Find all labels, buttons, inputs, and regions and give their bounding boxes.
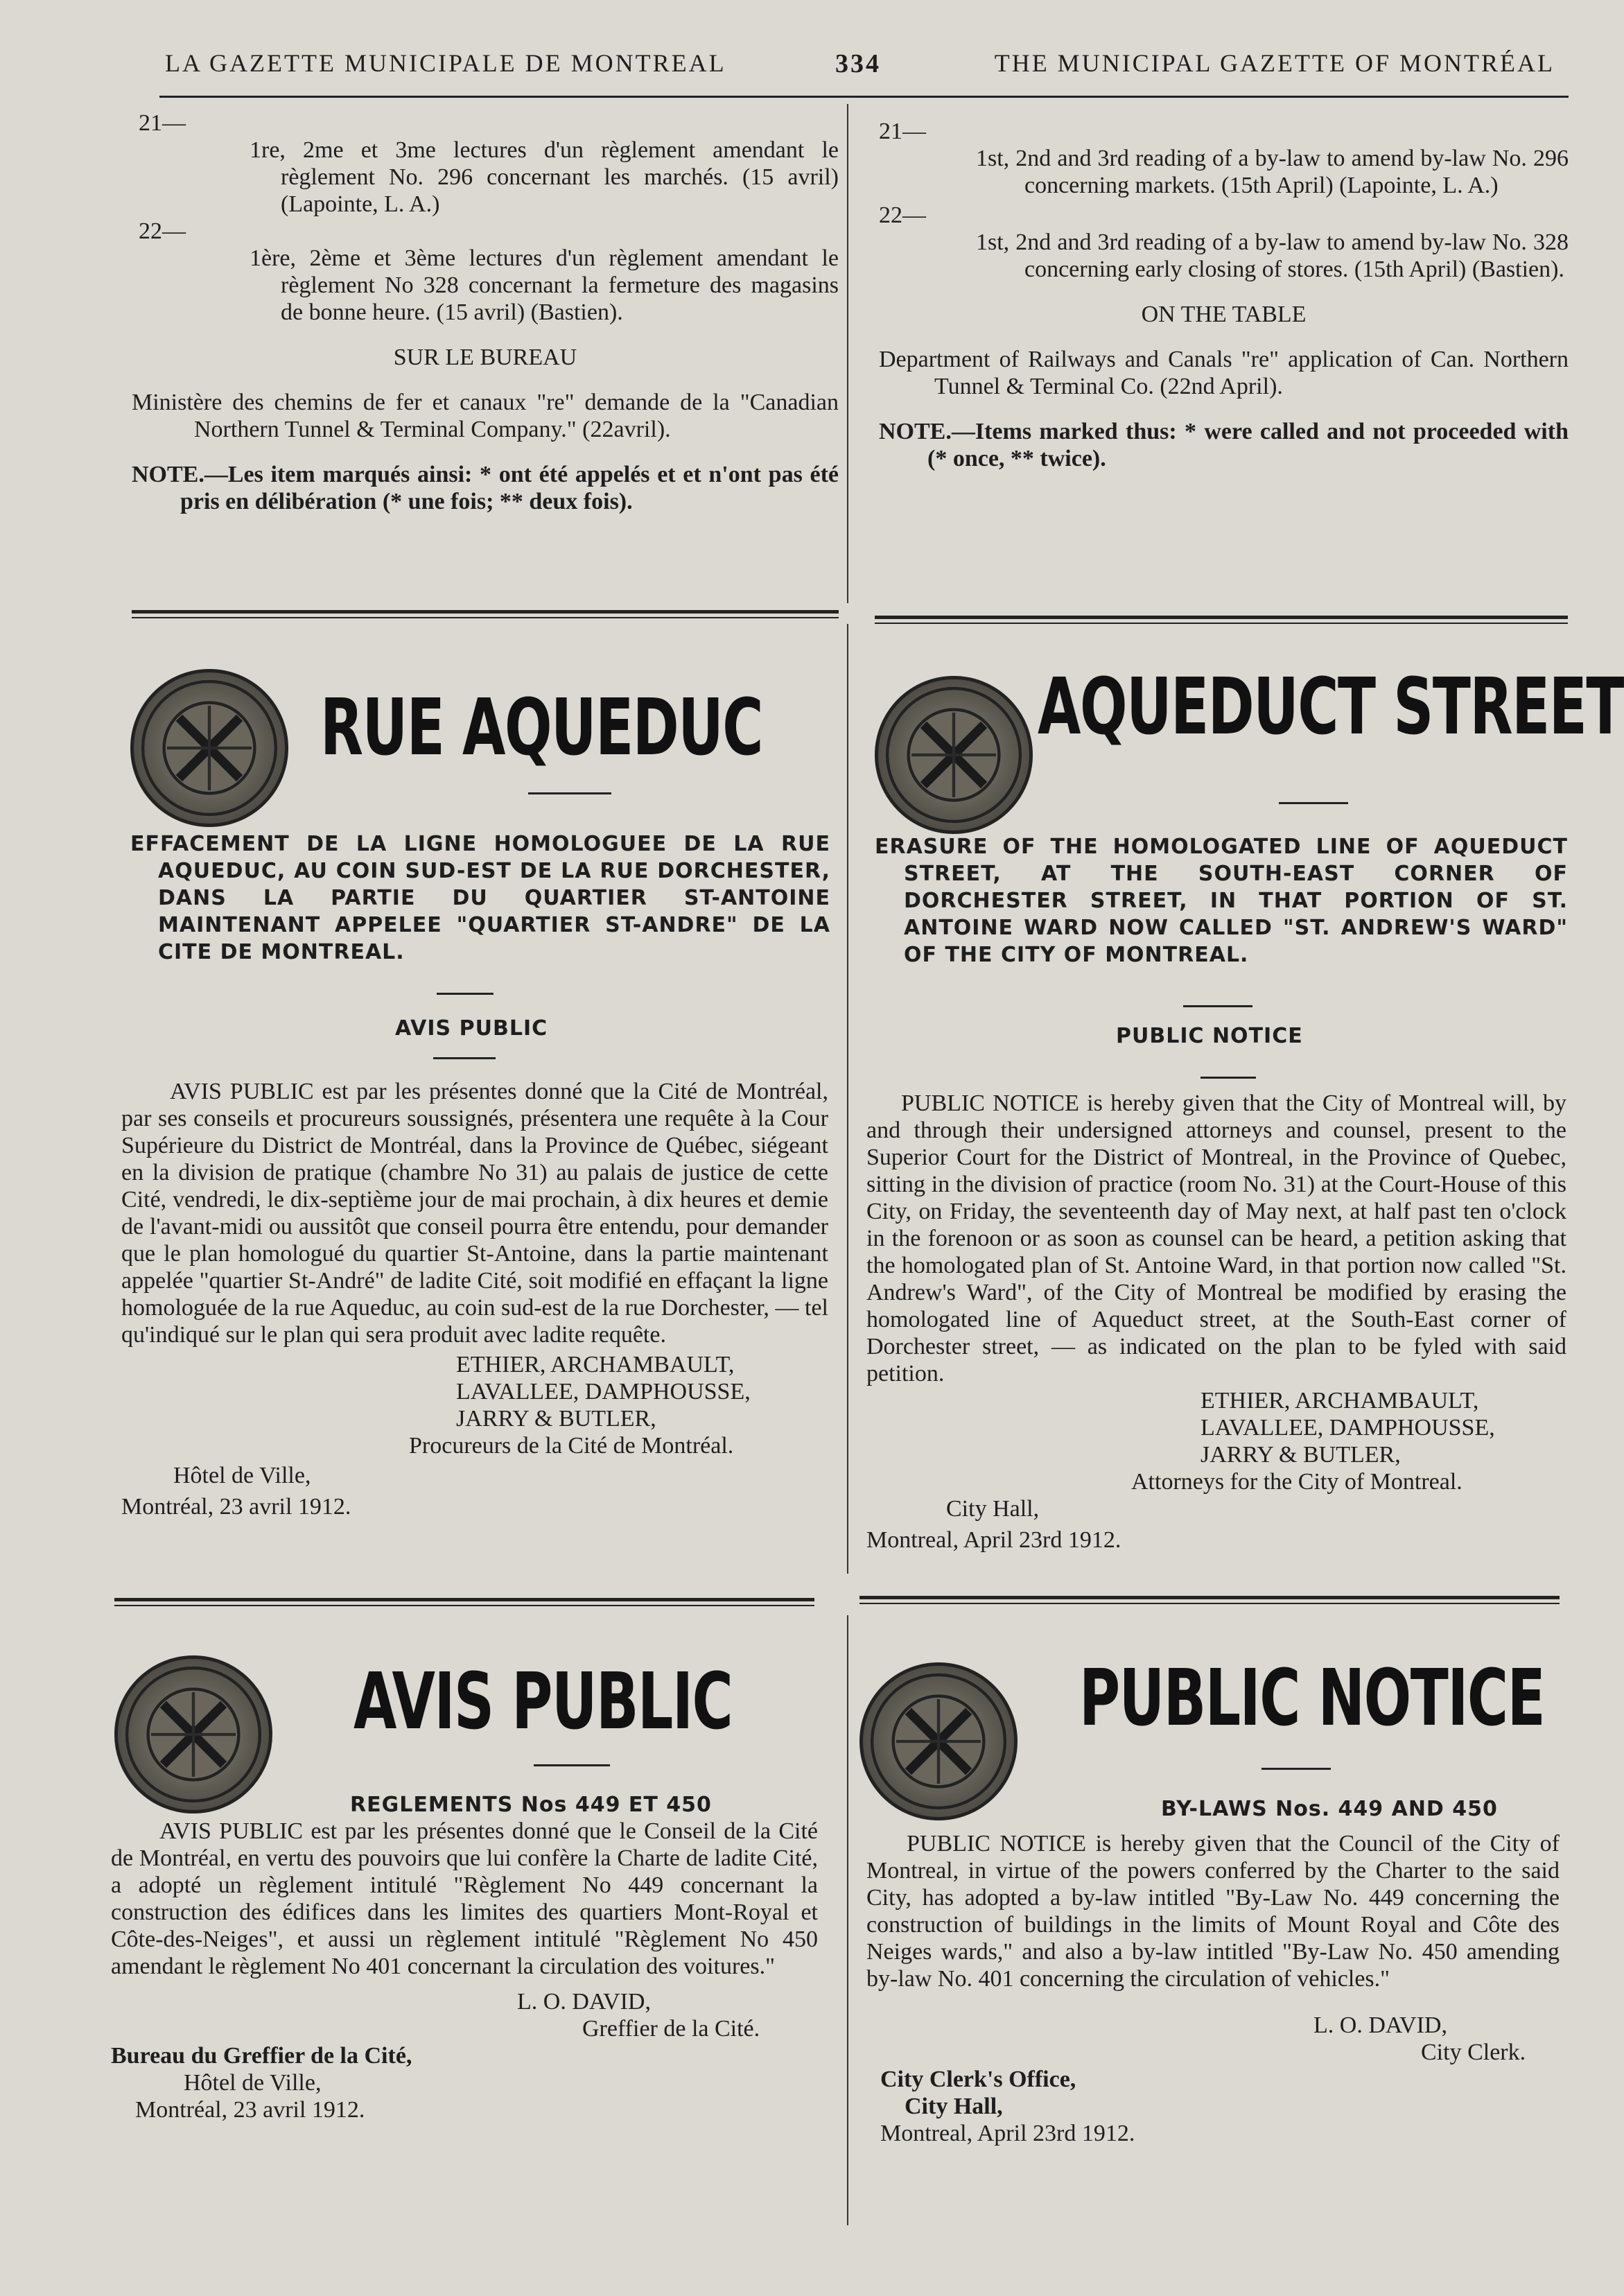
signature-line: JARRY & BUTLER, <box>1200 1442 1401 1468</box>
agenda-item-21: 1st, 2nd and 3rd reading of a by-law to amend by-law No. 296 concerning markets. (15th April) (Lapointe, L. A.) <box>976 146 1569 198</box>
short-rule <box>528 792 611 794</box>
notice-title: AVIS PUBLIC <box>353 1657 733 1747</box>
signature-line: JARRY & BUTLER, <box>456 1406 656 1432</box>
agenda-item-22: 1st, 2nd and 3rd reading of a by-law to amend by-law No. 328 concerning early closing of stores. (15th April) (Bastien). <box>976 229 1569 282</box>
on-table-item: Ministère des chemins de fer et canaux "re" demande de la "Canadian Northern Tunnel & Terminal Company." (22avril). <box>132 390 839 442</box>
signature-line: L. O. DAVID, <box>517 1989 651 2015</box>
section-rule <box>132 610 839 618</box>
signature-line: ETHIER, ARCHAMBAULT, <box>456 1352 735 1377</box>
office-line: City Clerk's Office, <box>880 2067 1076 2092</box>
notice-body-block <box>111 1818 818 2123</box>
agenda-note: NOTE.—Items marked thus: * were called and not proceeded with (* once, ** twice). <box>879 419 1569 471</box>
header-french-title: LA GAZETTE MUNICIPALE DE MONTREAL <box>165 49 726 77</box>
signature-line: LAVALLEE, DAMPHOUSSE, <box>1200 1415 1495 1441</box>
office-line: Bureau du Greffier de la Cité, <box>111 2043 412 2069</box>
signature-line: L. O. DAVID, <box>1313 2012 1447 2038</box>
signature-line: ETHIER, ARCHAMBAULT, <box>1200 1388 1479 1414</box>
french-agenda <box>132 110 839 515</box>
notice-title: PUBLIC NOTICE <box>1079 1653 1545 1743</box>
short-rule <box>433 1057 496 1059</box>
place-line: Hôtel de Ville, <box>184 2070 322 2096</box>
notice-title: AQUEDUCT STREET <box>1038 662 1623 752</box>
date-line: Montréal, 23 avril 1912. <box>135 2097 365 2123</box>
english-agenda <box>879 118 1569 472</box>
date-line: Montréal, 23 avril 1912. <box>121 1494 351 1520</box>
short-rule <box>1183 1005 1252 1007</box>
city-seal-icon <box>130 669 288 827</box>
column-divider <box>847 624 848 1574</box>
section-rule <box>114 1598 814 1606</box>
notice-body: PUBLIC NOTICE is hereby given that the City of Montreal will, by and through their undersigned attorneys and counsel, present to the Superior Court for the District of Montreal, in the Province of Quebec, sitting in the division of practice (room No. 31) at the Court-House of this City, on Friday, the seventeenth day of May next, at half past ten o'clock in the forenoon or as soon as counsel can be heard, a petition asking that the homologated plan of St. Antoine Ward, in that portion now called "St. Andrew's Ward", of the City of Montreal be modified by erasing the homologated line of Aqueduct street, at the South-East corner of Dorchester street, — as indicated on the plan to be fyled with said petition. <box>866 1090 1566 1386</box>
date-line: Montreal, April 23rd 1912. <box>880 2121 1135 2146</box>
place-line: City Hall, <box>905 2094 1003 2119</box>
place-line: Hôtel de Ville, <box>173 1463 311 1488</box>
item-number: 22— <box>879 202 926 228</box>
place-line: City Hall, <box>946 1496 1040 1522</box>
signature-line: LAVALLEE, DAMPHOUSSE, <box>456 1379 751 1404</box>
short-rule <box>1200 1077 1256 1079</box>
on-table-item: Department of Railways and Canals "re" application of Can. Northern Tunnel & Terminal Co. (22nd April). <box>879 347 1569 399</box>
short-rule <box>1279 802 1348 804</box>
short-rule <box>437 993 494 995</box>
signature-line: Greffier de la Cité. <box>582 2016 760 2042</box>
notice-body-block <box>121 1078 828 1520</box>
notice-title: RUE AQUEDUC <box>320 683 763 773</box>
notice-body-block <box>866 1830 1560 2147</box>
notice-body: PUBLIC NOTICE is hereby given that the Council of the City of Montreal, in virtue of the powers conferred by the Charter to the said City, has adopted a by-law intitled "By-Law No. 449 concerning the construction of buildings in the limits of Mount Royal and Côte des Neiges wards," and also a by-law intitled "By-Law No. 450 amending by-law No. 401 concerning the circulation of vehicles." <box>866 1831 1560 1992</box>
notice-subtitle <box>130 830 830 966</box>
item-number: 21— <box>139 110 186 136</box>
notice-subtitle-text: EFFACEMENT DE LA LIGNE HOMOLOGUEE DE LA RUE AQUEDUC, AU COIN SUD-EST DE LA RUE DORCHESTER, DANS LA PARTIE DU QUARTIER ST-ANTOINE MAINTENANT APPELEE "QUARTIER ST-ANDRE" DE LA CITE DE MONTREAL. <box>130 832 830 964</box>
signature-line: Procureurs de la Cité de Montréal. <box>409 1433 734 1459</box>
on-table-heading: SUR LE BUREAU <box>393 345 577 370</box>
notice-body: AVIS PUBLIC est par les présentes donné que le Conseil de la Cité de Montréal, en vertu des pouvoirs que lui confère la Charte de ladite Cité, a adopté un règlement intitulé "Règlement No 449 concernant la construction des édifices dans les limites des quartiers Mont-Royal et Côte-des-Neiges", et aussi un règlement intitulé "Règlement No 450 amendant le règlement No 401 concernant la circulation des voitures." <box>111 1818 818 1979</box>
city-seal-icon <box>875 676 1033 834</box>
city-seal-icon <box>114 1655 272 1814</box>
on-table-heading: ON THE TABLE <box>1141 302 1307 327</box>
short-rule <box>534 1764 610 1766</box>
notice-subtitle <box>875 833 1568 968</box>
notice-body: AVIS PUBLIC est par les présentes donné que la Cité de Montréal, par ses conseils et procureurs soussignés, présentera une requête à la Cour Supérieure du District de Montréal, dans la Province de Québec, siégeant en la division de pratique (chambre No 31) au palais de justice de cette Cité, vendredi, le dix-septième jour de mai prochain, à dix heures et demie de l'avant-midi ou aussitôt que conseil pourra être entendu, pour demander que le plan homologué du quartier St-Antoine, dans la partie maintenant appelée "quartier St-André" de ladite Cité, soit modifié en effaçant la ligne homologuée de la rue Aqueduc, au coin sud-est de la rue Dorchester, — tel qu'indiqué sur le plan qui sera produit avec ladite requête. <box>121 1079 828 1348</box>
notice-subtitle: BY-LAWS Nos. 449 AND 450 <box>1161 1797 1498 1821</box>
short-rule <box>1261 1768 1331 1770</box>
signature-line: Attorneys for the City of Montreal. <box>1131 1469 1463 1495</box>
agenda-item-21: 1re, 2me et 3me lectures d'un règlement amendant le règlement No. 296 concernant les marchés. (15 avril) (Lapointe, L. A.) <box>250 137 839 217</box>
item-number: 21— <box>879 119 926 144</box>
date-line: Montreal, April 23rd 1912. <box>866 1527 1121 1553</box>
notice-body-block <box>866 1090 1566 1554</box>
header-rule <box>159 96 1569 98</box>
notice-subtitle-text: ERASURE OF THE HOMOLOGATED LINE OF AQUEDUCT STREET, AT THE SOUTH-EAST CORNER OF DORCHESTER STREET, IN THAT PORTION OF ST. ANTOINE WARD NOW CALLED "ST. ANDREW'S WARD" OF THE CITY OF MONTREAL. <box>875 835 1568 967</box>
agenda-note: NOTE.—Les item marqués ainsi: * ont été appelés et et n'ont pas été pris en délibération (* une fois; ** deux fois). <box>132 462 839 514</box>
column-divider <box>847 1615 848 2225</box>
page-number: 334 <box>835 49 881 78</box>
agenda-item-22: 1ère, 2ème et 3ème lectures d'un règlement amendant le règlement No 328 concernant la fermeture des magasins de bonne heure. (15 avril) (Bastien). <box>250 245 839 325</box>
city-seal-icon <box>859 1662 1018 1820</box>
section-rule <box>859 1596 1560 1604</box>
section-rule <box>875 616 1568 624</box>
column-divider <box>847 104 848 603</box>
signature-line: City Clerk. <box>1421 2040 1526 2065</box>
header-english-title: THE MUNICIPAL GAZETTE OF MONTRÉAL <box>994 49 1555 77</box>
notice-subtitle: REGLEMENTS Nos 449 ET 450 <box>350 1793 712 1817</box>
notice-heading: PUBLIC NOTICE <box>1116 1024 1303 1048</box>
notice-heading: AVIS PUBLIC <box>395 1016 548 1041</box>
item-number: 22— <box>139 218 186 244</box>
